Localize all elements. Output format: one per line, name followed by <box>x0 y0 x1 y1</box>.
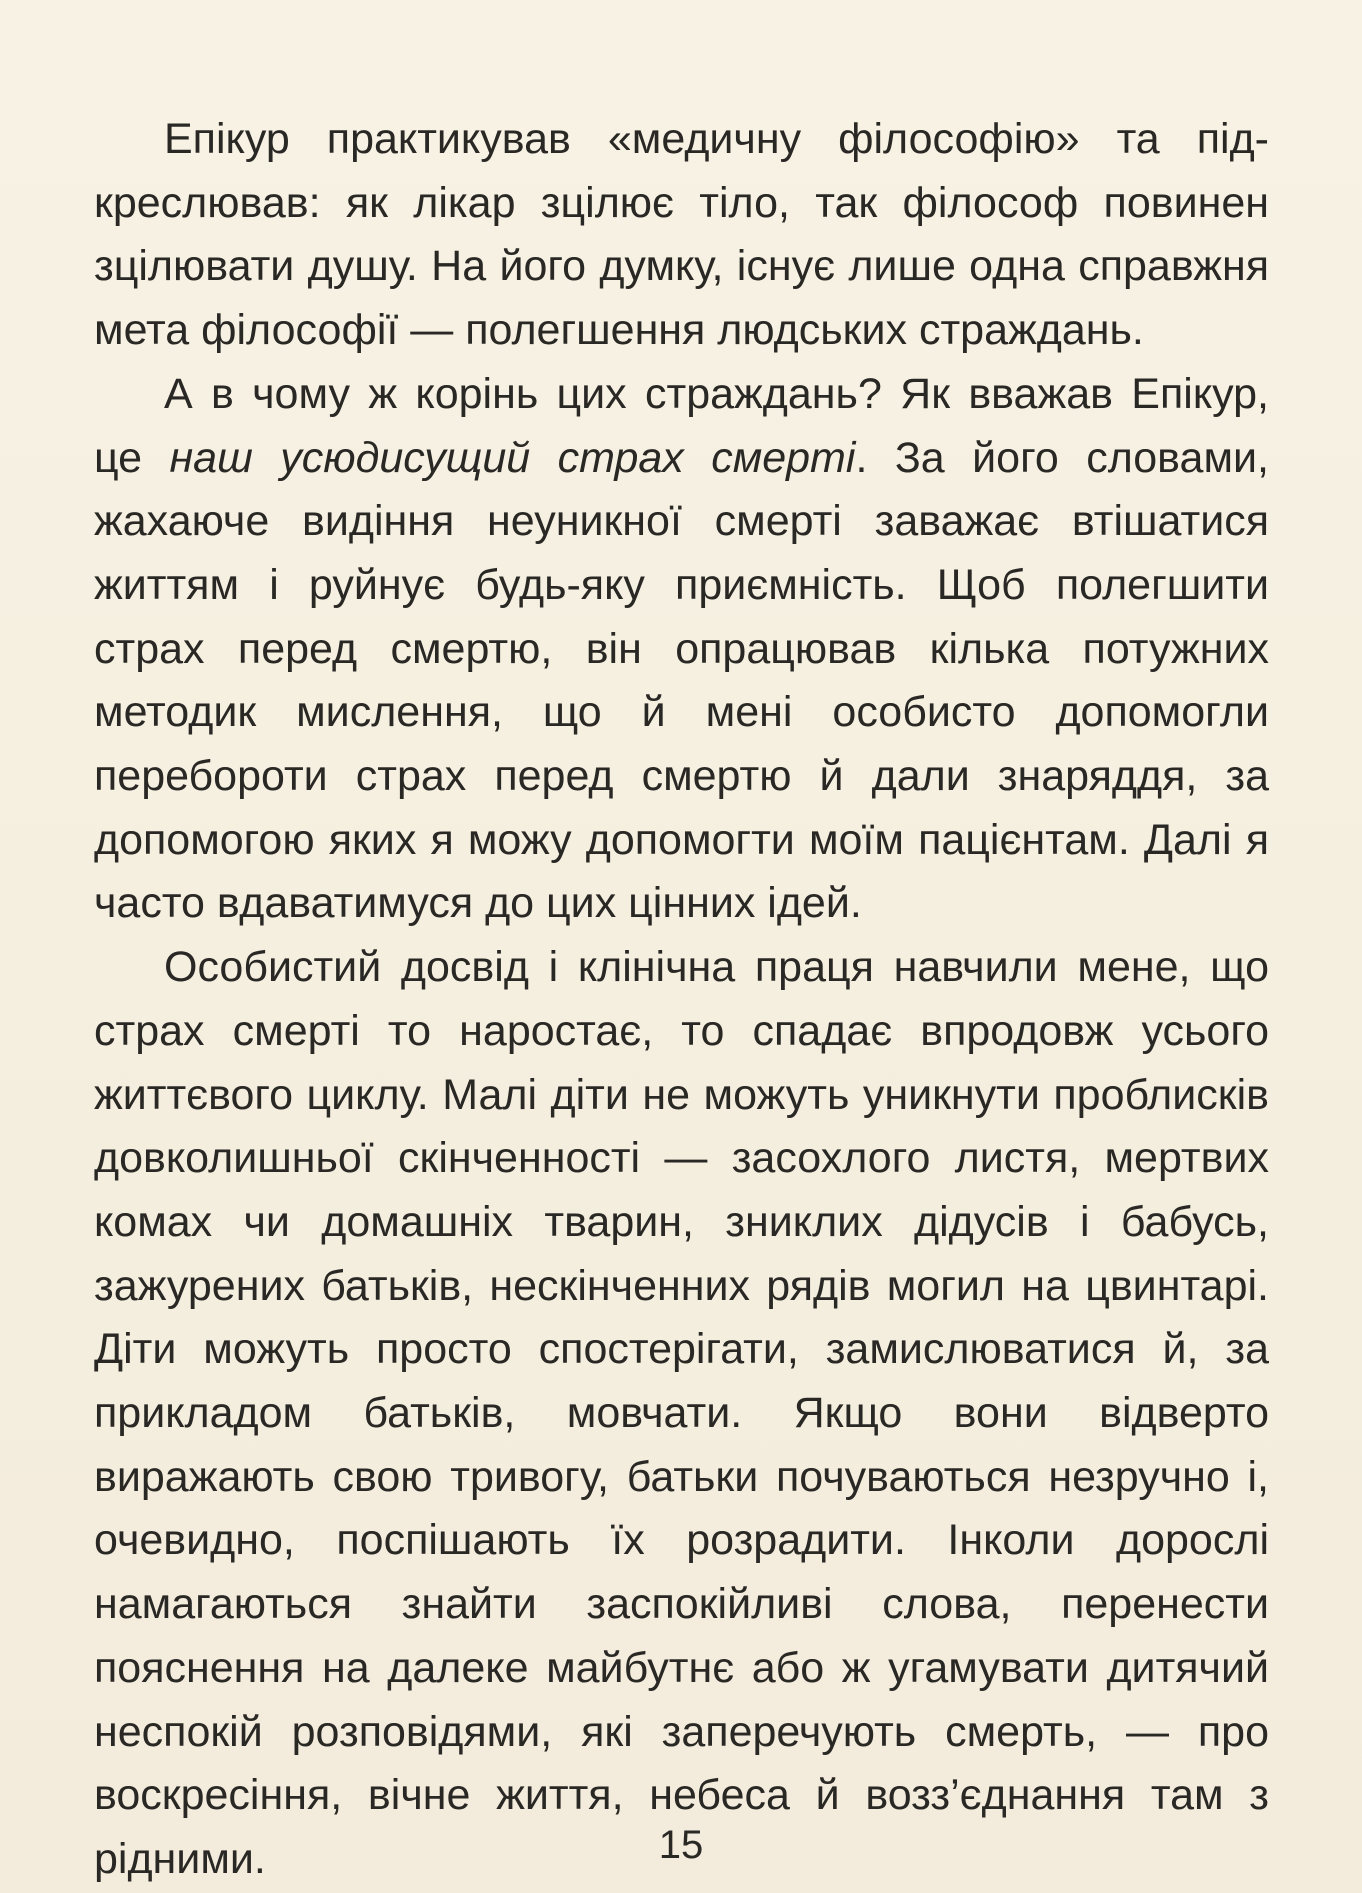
paragraph-1 <box>94 108 1269 363</box>
paragraph-3 <box>94 936 1269 1892</box>
page-number: 15 <box>658 1823 704 1867</box>
paragraph-2-italic-phrase: наш усюдисущий страх смерті <box>169 433 856 482</box>
paragraph-2-text-after: . За його словами, жахаюче видіння неуникної смерті заважає втішатися життям і руйнує будь-яку приємність. Щоб полегшити страх перед смертю, він опрацював кілька потужних методик мислення, що й мені особисто допомогли перебороти страх перед смертю й дали знаряддя, за допомогою яких я можу допомогти моїм пацієнтам. Далі я часто вдаватимуся до цих цінних ідей. <box>94 433 1269 928</box>
paragraph-1-text: Епікур практикував «медичну філософію» та під-креслював: як лікар зцілює тіло, так філософ повинен зцілювати душу. На його думку, існує лише одна справжня мета філософії — полегшення людських страждань. <box>94 115 1269 355</box>
body-text <box>94 108 1269 1892</box>
paragraph-2 <box>94 363 1269 936</box>
paragraph-2-text-before: А в чому ж корінь цих страждань? Як вважав Епікур, це <box>94 369 1269 482</box>
paragraph-3-text: Особистий досвід і клінічна праця навчили мене, що страх смерті то наростає, то спадає впродовж усього життєвого циклу. Малі діти не можуть уникнути проблисків довколишньої скінченності — засохлого листя, мертвих комах чи домашніх тварин, зниклих дідусів і бабусь, зажурених батьків, нескінченних рядів могил на цвинтарі. Діти можуть просто спостерігати, замислюватися й, за прикладом батьків, мовчати. Якщо вони відверто виражають свою тривогу, батьки почуваються незручно і, очевидно, поспішають їх розрадити. Інколи дорослі намагаються знайти заспокійливі слова, перенести пояснення на далеке майбутнє або ж угамувати дитячий неспокій розповідями, які заперечують смерть, — про воскресіння, вічне життя, небеса й возз’єднання там з рідними. <box>94 943 1269 1883</box>
